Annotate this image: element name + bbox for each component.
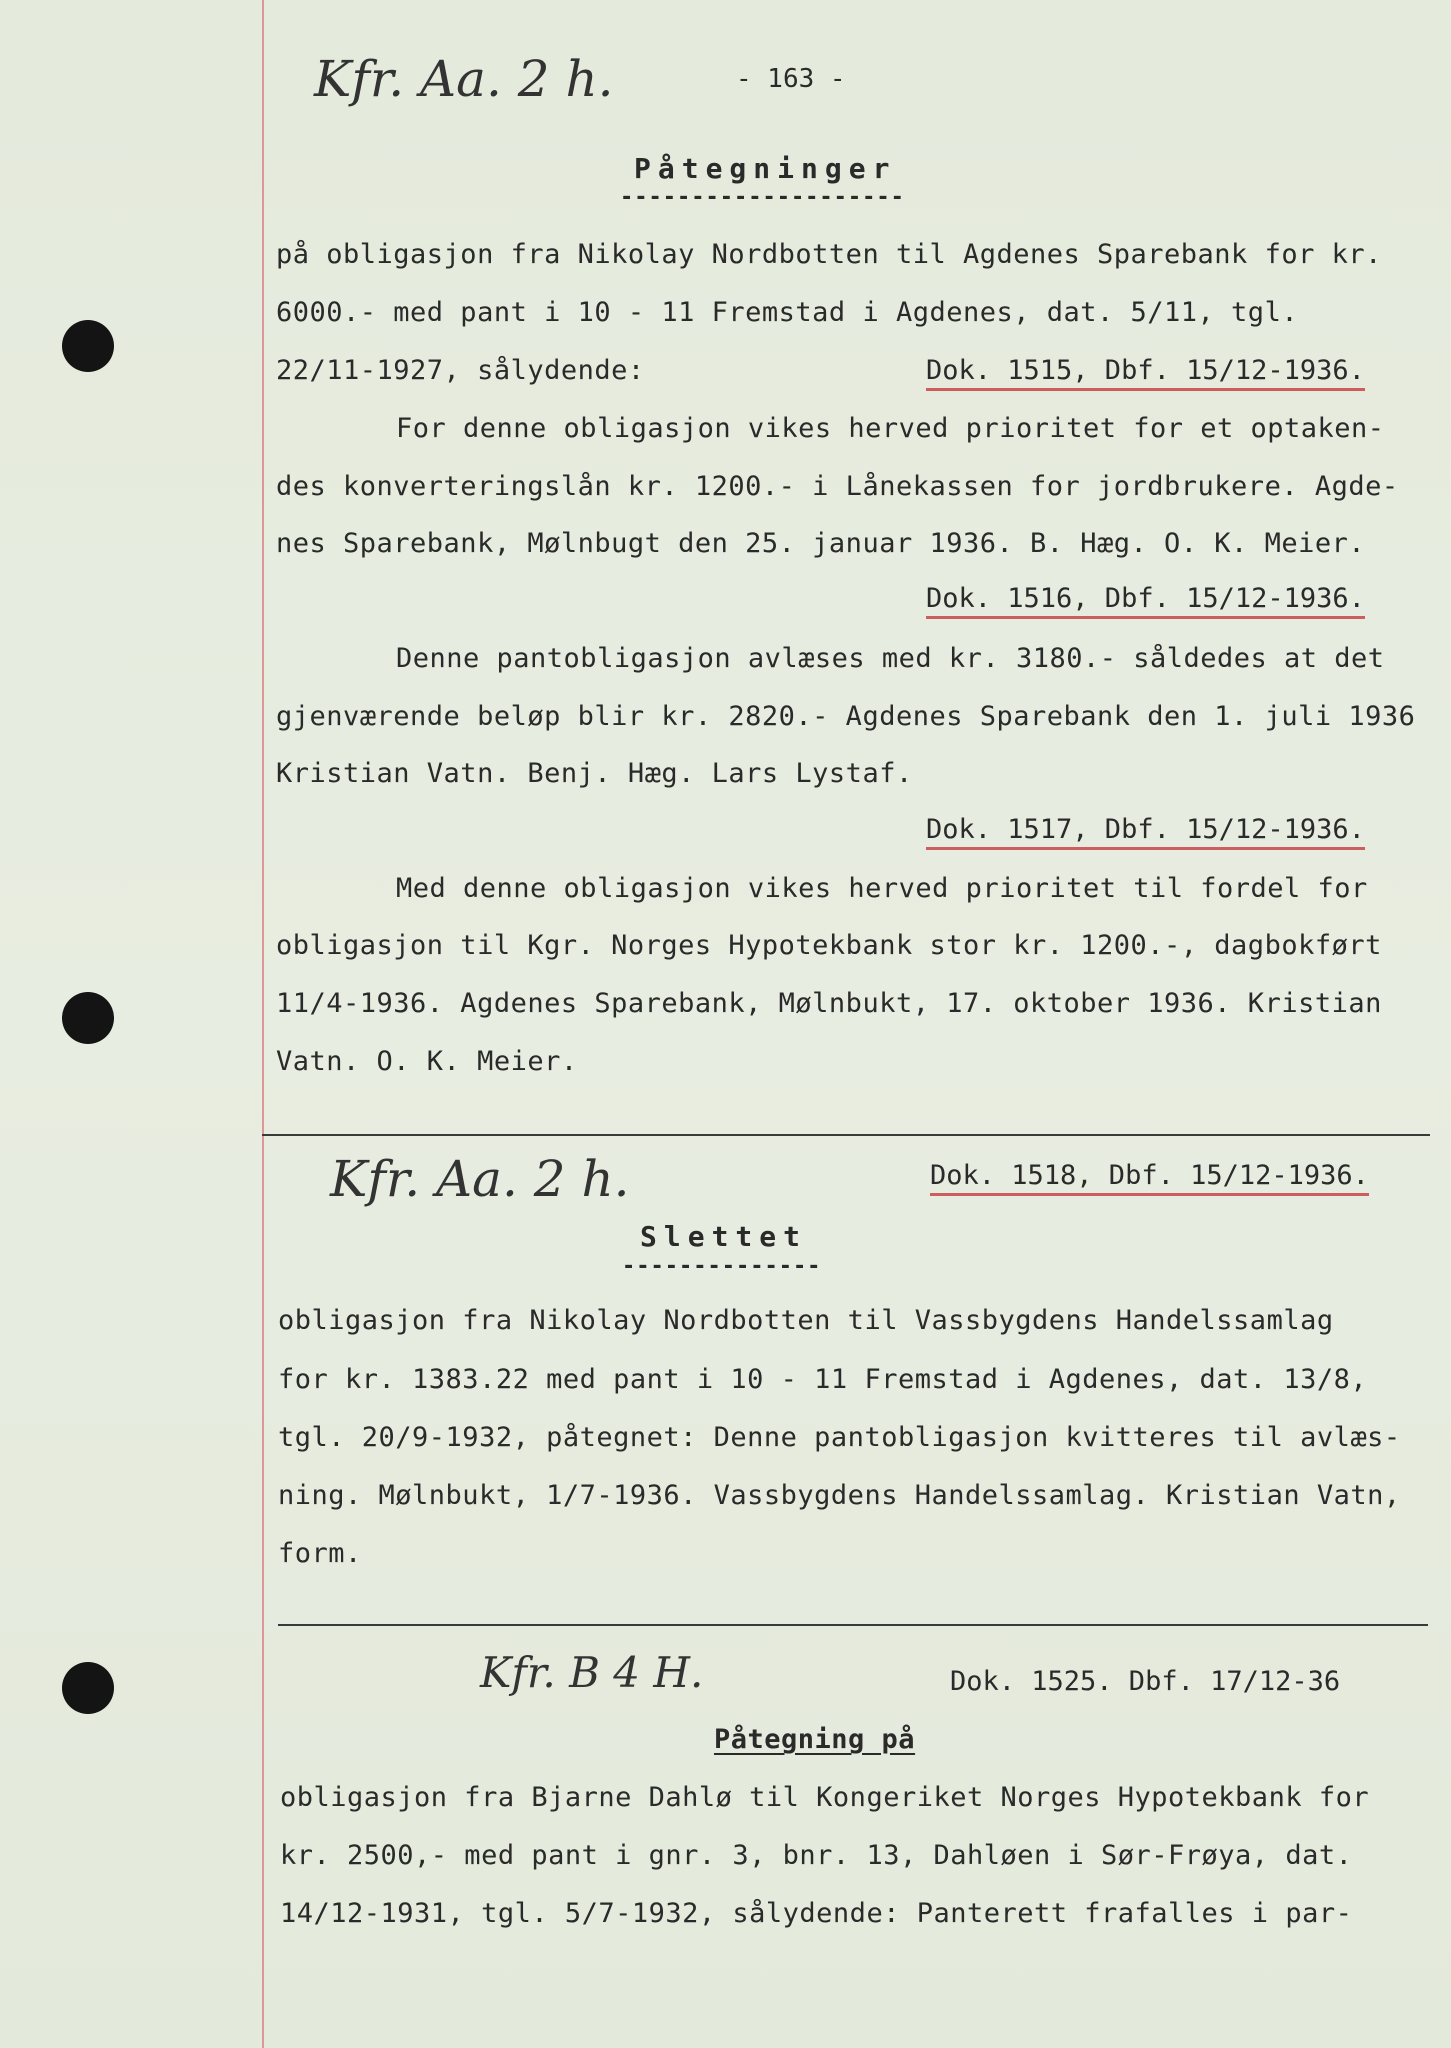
- heading-underline: --------------: [622, 1254, 822, 1279]
- text-line: Kristian Vatn. Benj. Hæg. Lars Lystaf.: [276, 758, 913, 789]
- text-line: ning. Mølnbukt, 1/7-1936. Vassbygdens Handelssamlag. Kristian Vatn,: [278, 1480, 1401, 1511]
- heading-underline: --------------------: [620, 185, 905, 210]
- section-heading: Slettet: [640, 1220, 808, 1253]
- text-line: obligasjon fra Bjarne Dahlø til Kongeriket Norges Hypotekbank for: [280, 1782, 1370, 1813]
- text-line: 6000.- med pant i 10 - 11 Fremstad i Agdenes, dat. 5/11, tgl.: [276, 297, 1299, 328]
- section-heading: Påtegninger: [634, 152, 897, 185]
- dok-reference: Dok. 1515, Dbf. 15/12-1936.: [926, 357, 1365, 391]
- dok-reference: Dok. 1525. Dbf. 17/12-36: [950, 1666, 1341, 1697]
- dok-reference: Dok. 1517, Dbf. 15/12-1936.: [926, 816, 1365, 850]
- text-line: For denne obligasjon vikes herved prioritet for et optaken-: [396, 413, 1385, 444]
- text-line: 22/11-1927, sålydende:: [276, 355, 645, 386]
- handwritten-annotation: Kfr. Aa. 2 h.: [314, 50, 614, 108]
- text-line: Med denne obligasjon vikes herved prioritet til fordel for: [396, 873, 1368, 904]
- section-divider: [262, 1134, 1430, 1136]
- punch-hole: [62, 320, 114, 372]
- text-line: des konverteringslån kr. 1200.- i Lånekassen for jordbrukere. Agde-: [276, 471, 1399, 502]
- text-line: Denne pantobligasjon avlæses med kr. 3180.- såldedes at det: [396, 643, 1385, 674]
- text-line: 14/12-1931, tgl. 5/7-1932, sålydende: Panterett frafalles i par-: [280, 1898, 1353, 1929]
- handwritten-annotation: Kfr. B 4 H.: [480, 1648, 704, 1697]
- punch-hole: [62, 1662, 114, 1714]
- margin-line: [262, 0, 264, 2048]
- dok-reference: Dok. 1516, Dbf. 15/12-1936.: [926, 585, 1365, 619]
- text-line: form.: [278, 1538, 362, 1569]
- text-line: på obligasjon fra Nikolay Nordbotten til Agdenes Sparebank for kr.: [276, 239, 1382, 270]
- text-line: Vatn. O. K. Meier.: [276, 1046, 578, 1077]
- text-line: tgl. 20/9-1932, påtegnet: Denne pantobligasjon kvitteres til avlæs-: [278, 1422, 1401, 1453]
- dok-reference: Dok. 1518, Dbf. 15/12-1936.: [930, 1162, 1369, 1196]
- section-divider: [278, 1624, 1428, 1626]
- section-heading: Påtegning på: [714, 1724, 916, 1755]
- text-line: 11/4-1936. Agdenes Sparebank, Mølnbukt, 17. oktober 1936. Kristian: [276, 988, 1382, 1019]
- text-line: gjenværende beløp blir kr. 2820.- Agdenes Sparebank den 1. juli 1936: [276, 701, 1416, 732]
- punch-hole: [62, 992, 114, 1044]
- text-line: obligasjon fra Nikolay Nordbotten til Vassbygdens Handelssamlag: [278, 1305, 1334, 1336]
- handwritten-annotation: Kfr. Aa. 2 h.: [330, 1150, 630, 1208]
- page-number: - 163 -: [736, 64, 846, 94]
- text-line: kr. 2500,- med pant i gnr. 3, bnr. 13, Dahløen i Sør-Frøya, dat.: [280, 1840, 1353, 1871]
- text-line: nes Sparebank, Mølnbugt den 25. januar 1936. B. Hæg. O. K. Meier.: [276, 528, 1366, 559]
- text-line: obligasjon til Kgr. Norges Hypotekbank stor kr. 1200.-, dagbokført: [276, 930, 1382, 961]
- text-line: for kr. 1383.22 med pant i 10 - 11 Fremstad i Agdenes, dat. 13/8,: [278, 1364, 1368, 1395]
